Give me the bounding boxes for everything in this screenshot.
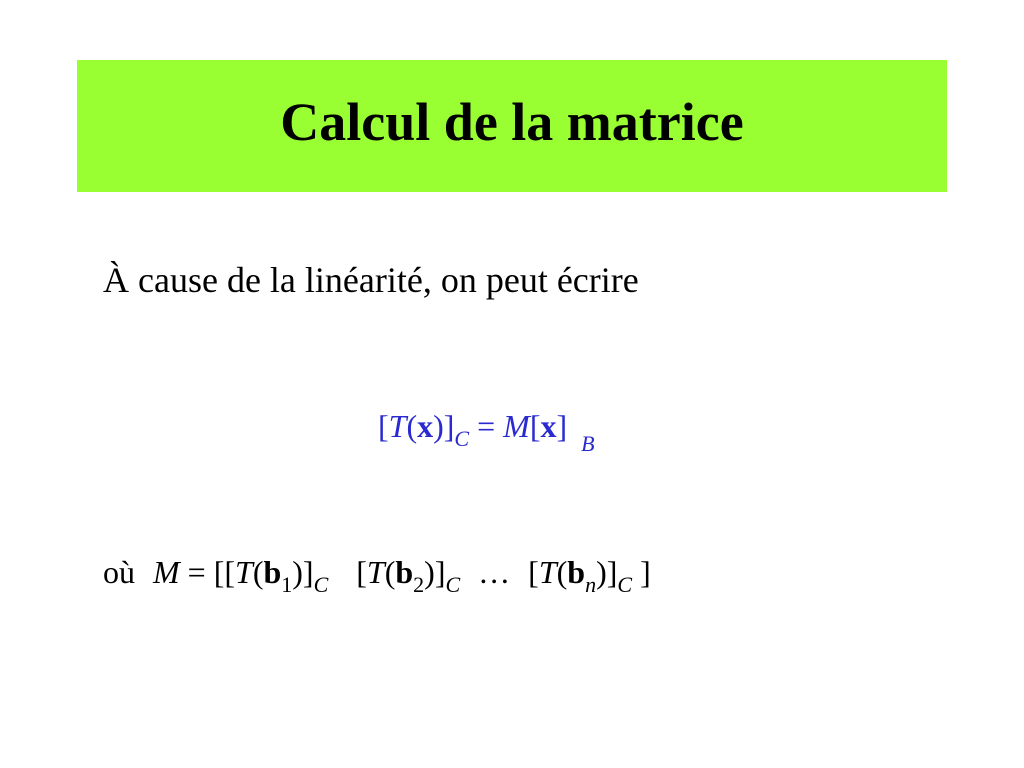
eq1-x2: x — [540, 408, 557, 444]
eq2-prefix: où — [103, 554, 135, 590]
eq1-x: x — [417, 408, 434, 444]
eq2-col1-subscript-C: C — [313, 572, 329, 597]
eq1-paren-open: ( — [406, 408, 418, 444]
eq2-close-bracket: ] — [640, 554, 651, 590]
eq2-col1-close: )] — [292, 554, 314, 590]
eq1-T: T — [388, 408, 407, 444]
intro-text: À cause de la linéarité, on peut écrire — [103, 260, 639, 300]
equation-linear-map — [378, 408, 595, 456]
slide-title: Calcul de la matrice — [280, 92, 744, 152]
eq1-bracket-open: [ — [378, 408, 389, 444]
title-banner — [77, 60, 947, 192]
eq2-col1-paren: ( — [252, 554, 264, 590]
eq2-col3-index: n — [585, 572, 597, 597]
eq2-open-brackets: [[ — [213, 554, 236, 590]
equation-matrix-definition — [103, 554, 651, 597]
eq1-bracket2-close: ] — [556, 408, 568, 444]
eq2-col2-close: )] — [424, 554, 446, 590]
eq2-col1-b: b — [263, 554, 282, 590]
eq2-col2-bracket: [ — [356, 554, 367, 590]
eq1-M: M — [503, 408, 530, 444]
eq2-M: M — [153, 554, 180, 590]
eq1-subscript-B: B — [581, 431, 595, 456]
eq2-col3-paren: ( — [556, 554, 568, 590]
eq2-equals: = — [187, 554, 206, 590]
eq2-col2-T: T — [366, 554, 385, 590]
eq2-col2-index: 2 — [413, 572, 425, 597]
eq2-col3-subscript-C: C — [617, 572, 633, 597]
eq1-paren-close: ) — [433, 408, 444, 444]
eq1-subscript-C: C — [454, 426, 470, 451]
eq2-col2-b: b — [395, 554, 414, 590]
eq2-col3-close: )] — [596, 554, 618, 590]
eq2-col2-subscript-C: C — [445, 572, 461, 597]
eq1-bracket-close: ] — [443, 408, 455, 444]
eq2-col1-T: T — [235, 554, 253, 590]
eq2-col3-T: T — [538, 554, 557, 590]
eq1-equals: = — [477, 408, 496, 444]
eq2-col3-bracket: [ — [528, 554, 539, 590]
eq2-ellipsis: … — [478, 554, 511, 590]
eq2-col3-b: b — [567, 554, 586, 590]
eq1-bracket2-open: [ — [529, 408, 541, 444]
eq2-col1-index: 1 — [281, 572, 293, 597]
eq2-col2-paren: ( — [384, 554, 396, 590]
